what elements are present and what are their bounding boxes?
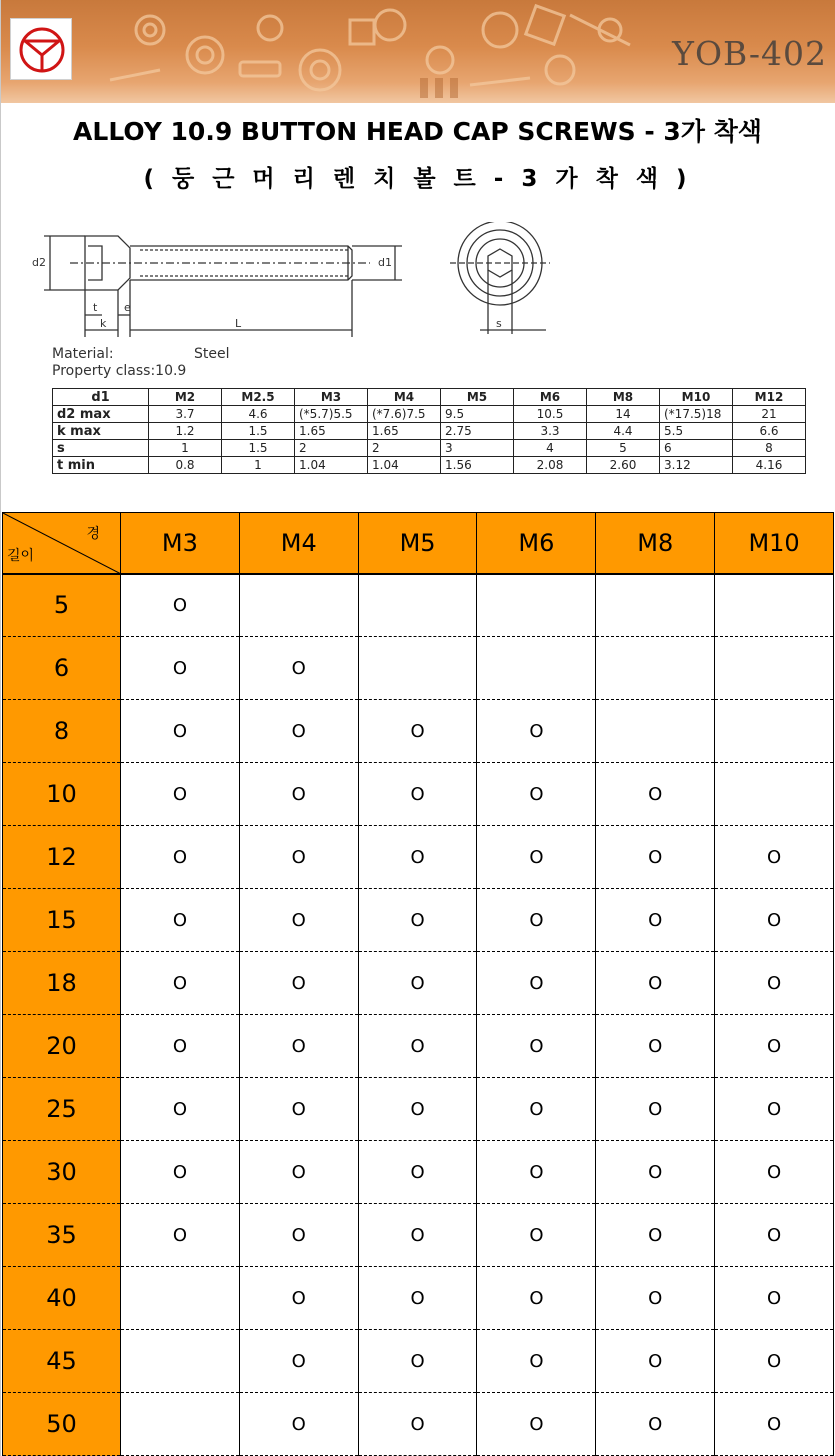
availability-cell (121, 1330, 240, 1393)
spec-cell: 5.5 (660, 423, 733, 440)
availability-cell: O (358, 763, 477, 826)
spec-header-row (53, 389, 806, 406)
availability-cell: O (121, 700, 240, 763)
availability-cell: O (596, 1267, 715, 1330)
spec-cell: 6.6 (733, 423, 806, 440)
label-k: k (100, 317, 107, 330)
table-row (3, 1015, 834, 1078)
corner-cell (3, 513, 121, 574)
availability-cell (715, 574, 834, 637)
spec-cell: k max (53, 423, 149, 440)
spec-cell: 1.04 (368, 457, 441, 474)
table-row (3, 1393, 834, 1456)
spec-cell: 3.12 (660, 457, 733, 474)
table-row (3, 637, 834, 700)
availability-cell (715, 763, 834, 826)
availability-cell: O (596, 763, 715, 826)
spec-cell: 14 (587, 406, 660, 423)
spec-header-cell: M6 (514, 389, 587, 406)
length-cell: 50 (3, 1393, 121, 1456)
availability-cell: O (477, 1015, 596, 1078)
availability-cell: O (596, 889, 715, 952)
spec-cell: 1.5 (222, 423, 295, 440)
availability-cell (596, 637, 715, 700)
availability-cell: O (715, 952, 834, 1015)
spec-header-cell: M8 (587, 389, 660, 406)
spec-cell: 3 (441, 440, 514, 457)
column-header: M8 (596, 513, 715, 574)
availability-cell: O (477, 1267, 596, 1330)
table-row (3, 1330, 834, 1393)
spec-cell: 8 (733, 440, 806, 457)
availability-cell: O (715, 1078, 834, 1141)
spec-cell: 21 (733, 406, 806, 423)
availability-cell: O (239, 889, 358, 952)
length-cell: 30 (3, 1141, 121, 1204)
availability-cell: O (358, 826, 477, 889)
availability-cell: O (239, 1141, 358, 1204)
availability-body (3, 574, 834, 1456)
spec-header-cell: M2 (149, 389, 222, 406)
spec-cell: 2 (295, 440, 368, 457)
length-cell: 12 (3, 826, 121, 889)
availability-cell: O (358, 1015, 477, 1078)
spec-header-cell: M3 (295, 389, 368, 406)
label-e: e (124, 301, 131, 314)
availability-cell: O (239, 700, 358, 763)
spec-row (53, 457, 806, 474)
availability-cell: O (121, 763, 240, 826)
availability-cell: O (239, 952, 358, 1015)
corner-bottom-label: 길이 (7, 547, 35, 564)
availability-cell: O (121, 826, 240, 889)
hardware-parts-background (90, 0, 650, 103)
availability-header-row (3, 513, 834, 574)
length-cell: 10 (3, 763, 121, 826)
availability-cell (477, 574, 596, 637)
column-header: M6 (477, 513, 596, 574)
spec-cell: t min (53, 457, 149, 474)
availability-cell: O (358, 1393, 477, 1456)
availability-cell: O (358, 1078, 477, 1141)
availability-cell: O (477, 1330, 596, 1393)
table-row (3, 1204, 834, 1267)
availability-cell: O (358, 1141, 477, 1204)
spec-row (53, 423, 806, 440)
availability-cell: O (596, 952, 715, 1015)
product-code: YOB-402 (672, 34, 827, 73)
length-cell: 25 (3, 1078, 121, 1141)
availability-cell (239, 574, 358, 637)
availability-cell: O (358, 889, 477, 952)
availability-cell: O (121, 1141, 240, 1204)
availability-cell: O (715, 1015, 834, 1078)
spec-cell: (*7.6)7.5 (368, 406, 441, 423)
availability-cell: O (596, 1393, 715, 1456)
availability-cell: O (239, 1204, 358, 1267)
spec-cell: 1 (222, 457, 295, 474)
screw-technical-drawing (30, 222, 590, 352)
availability-cell (358, 574, 477, 637)
table-row (3, 763, 834, 826)
diagonal-line (3, 513, 121, 574)
length-cell: 40 (3, 1267, 121, 1330)
spec-cell: d2 max (53, 406, 149, 423)
header-banner (0, 0, 835, 103)
spec-cell: 1.65 (295, 423, 368, 440)
availability-cell: O (477, 826, 596, 889)
label-d2: d2 (32, 256, 46, 269)
availability-cell: O (121, 889, 240, 952)
availability-cell: O (121, 1078, 240, 1141)
title-english: ALLOY 10.9 BUTTON HEAD CAP SCREWS - 3가 착색 (73, 117, 762, 146)
spec-cell: 4.16 (733, 457, 806, 474)
label-L: L (235, 317, 242, 330)
spec-table (52, 388, 806, 474)
availability-cell: O (715, 1141, 834, 1204)
availability-cell: O (358, 952, 477, 1015)
spec-header-cell: d1 (53, 389, 149, 406)
availability-cell: O (596, 1015, 715, 1078)
availability-cell: O (121, 952, 240, 1015)
spec-cell: 0.8 (149, 457, 222, 474)
table-row (3, 700, 834, 763)
availability-cell: O (239, 1267, 358, 1330)
availability-cell: O (239, 763, 358, 826)
length-cell: 6 (3, 637, 121, 700)
availability-cell: O (715, 826, 834, 889)
availability-cell: O (477, 763, 596, 826)
availability-cell: O (477, 952, 596, 1015)
availability-cell: O (596, 1204, 715, 1267)
length-cell: 45 (3, 1330, 121, 1393)
availability-cell: O (715, 1330, 834, 1393)
table-row (3, 826, 834, 889)
spec-row (53, 406, 806, 423)
availability-cell: O (121, 1015, 240, 1078)
spec-cell: 2.60 (587, 457, 660, 474)
property-class: Property class:10.9 (52, 363, 187, 379)
availability-cell: O (477, 700, 596, 763)
material-info (52, 346, 230, 380)
availability-cell: O (477, 1078, 596, 1141)
label-s: s (496, 317, 502, 330)
availability-cell (358, 637, 477, 700)
availability-cell: O (715, 1267, 834, 1330)
availability-cell: O (121, 637, 240, 700)
spec-cell: 1 (149, 440, 222, 457)
table-row (3, 1078, 834, 1141)
table-row (3, 952, 834, 1015)
availability-cell (121, 1393, 240, 1456)
spec-cell: s (53, 440, 149, 457)
length-cell: 18 (3, 952, 121, 1015)
availability-cell: O (239, 1330, 358, 1393)
table-row (3, 1141, 834, 1204)
availability-cell: O (596, 1330, 715, 1393)
spec-cell: (*5.7)5.5 (295, 406, 368, 423)
spec-cell: 3.3 (514, 423, 587, 440)
spec-cell: 1.56 (441, 457, 514, 474)
availability-cell: O (239, 637, 358, 700)
availability-cell: O (239, 1393, 358, 1456)
availability-cell (121, 1267, 240, 1330)
length-cell: 35 (3, 1204, 121, 1267)
availability-cell (596, 574, 715, 637)
availability-cell: O (358, 1204, 477, 1267)
length-cell: 5 (3, 574, 121, 637)
length-cell: 15 (3, 889, 121, 952)
spec-cell: (*17.5)18 (660, 406, 733, 423)
spec-cell: 4 (514, 440, 587, 457)
table-row (3, 889, 834, 952)
availability-cell: O (715, 1393, 834, 1456)
spec-cell: 2.75 (441, 423, 514, 440)
availability-cell: O (121, 574, 240, 637)
spec-cell: 4.4 (587, 423, 660, 440)
availability-cell: O (239, 826, 358, 889)
availability-cell (715, 637, 834, 700)
spec-cell: 10.5 (514, 406, 587, 423)
material-value: Steel (194, 346, 230, 362)
availability-cell (596, 700, 715, 763)
title-korean: ( 둥 근 머 리 렌 치 볼 트 - 3 가 착 색 ) (143, 166, 692, 192)
spec-header-cell: M5 (441, 389, 514, 406)
spec-cell: 1.65 (368, 423, 441, 440)
spec-cell: 4.6 (222, 406, 295, 423)
table-row (3, 1267, 834, 1330)
spec-header-cell: M4 (368, 389, 441, 406)
spec-header-cell: M2.5 (222, 389, 295, 406)
spec-header-cell: M12 (733, 389, 806, 406)
availability-cell: O (477, 1141, 596, 1204)
spec-cell: 5 (587, 440, 660, 457)
length-cell: 20 (3, 1015, 121, 1078)
logo-icon (10, 18, 72, 80)
spec-cell: 2 (368, 440, 441, 457)
spec-row (53, 440, 806, 457)
availability-cell (477, 637, 596, 700)
availability-cell: O (477, 1204, 596, 1267)
column-header: M5 (358, 513, 477, 574)
spec-cell: 1.2 (149, 423, 222, 440)
spec-header-cell: M10 (660, 389, 733, 406)
availability-cell: O (358, 700, 477, 763)
corner-top-label: 경 (86, 526, 100, 542)
material-label: Material: (52, 346, 114, 362)
availability-cell: O (596, 1078, 715, 1141)
availability-cell: O (596, 826, 715, 889)
label-d1: d1 (378, 256, 392, 269)
availability-cell: O (477, 1393, 596, 1456)
availability-cell: O (358, 1267, 477, 1330)
spec-cell: 1.04 (295, 457, 368, 474)
availability-cell (715, 700, 834, 763)
availability-cell: O (596, 1141, 715, 1204)
availability-cell: O (358, 1330, 477, 1393)
availability-cell: O (477, 889, 596, 952)
availability-cell: O (715, 889, 834, 952)
spec-cell: 9.5 (441, 406, 514, 423)
spec-cell: 2.08 (514, 457, 587, 474)
length-cell: 8 (3, 700, 121, 763)
column-header: M10 (715, 513, 834, 574)
table-row (3, 574, 834, 637)
spec-cell: 6 (660, 440, 733, 457)
spec-cell: 3.7 (149, 406, 222, 423)
availability-table (2, 512, 834, 1456)
availability-cell: O (239, 1015, 358, 1078)
column-header: M4 (239, 513, 358, 574)
availability-cell: O (121, 1204, 240, 1267)
availability-cell: O (239, 1078, 358, 1141)
column-header: M3 (121, 513, 240, 574)
spec-cell: 1.5 (222, 440, 295, 457)
availability-cell: O (715, 1204, 834, 1267)
label-t: t (93, 301, 98, 314)
